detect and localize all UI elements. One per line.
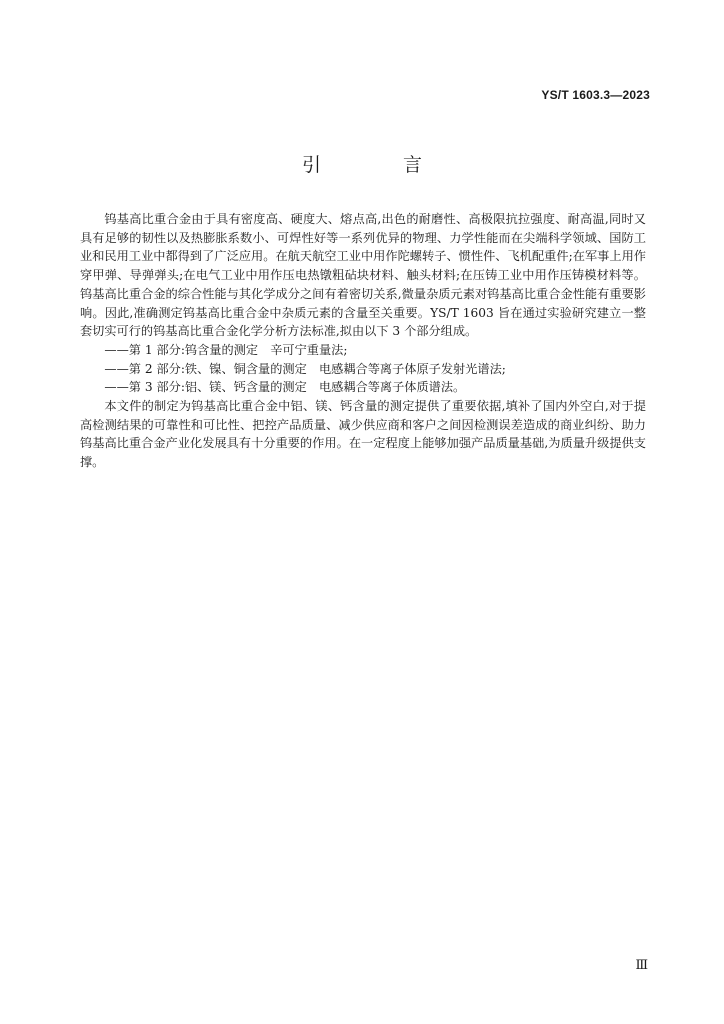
intro-paragraph-1: 钨基高比重合金由于具有密度高、硬度大、熔点高,出色的耐磨性、高极限抗拉强度、耐高温,同时又具有足够的韧性以及热膨胀系数小、可焊性好等一系列优异的物理、力学性能而在尖端科学领域、国防工业和民用工业中都得到了广泛应用。在航天航空工业中用作陀螺转子、惯性件、飞机配重件;在军事上用作穿甲弹、导弹弹头;在电气工业中用作压电热镦粗砧块材料、触头材料;在压铸工业中用作压铸模材料等。钨基高比重合金的综合性能与其化学成分之间有着密切关系,微量杂质元素对钨基高比重合金性能有重要影响。因此,准确测定钨基高比重合金中杂质元素的含量至关重要。YS/T 1603 旨在通过实验研究建立一整套切实可行的钨基高比重合金化学分析方法标准,拟由以下 3 个部分组成。: [80, 212, 646, 339]
part-3-method: 电感耦合等离子体质谱法。: [319, 380, 466, 395]
part-2-label: ——第 2 部分:铁、镍、铜含量的测定: [104, 361, 307, 376]
part-2-method: 电感耦合等离子体原子发射光谱法;: [319, 361, 506, 376]
part-3-label: ——第 3 部分:铝、镁、钙含量的测定: [104, 380, 307, 395]
page-number: Ⅲ: [635, 958, 648, 973]
intro-paragraph-2: 本文件的制定为钨基高比重合金中铝、镁、钙含量的测定提供了重要依据,填补了国内外空白,对于提高检测结果的可靠性和可比性、把控产品质量、减少供应商和客户之间因检测误差造成的商业纠纷、助力钨基高比重合金产业化发展具有十分重要的作用。在一定程度上能够加强产品质量基础,为质量升级提供支撑。: [80, 399, 646, 470]
introduction-body: [80, 210, 646, 472]
part-list-item-3: [80, 378, 646, 397]
page-title: 引 言: [301, 154, 461, 176]
part-1-method: 辛可宁重量法;: [270, 342, 348, 357]
part-1-label: ——第 1 部分:钨含量的测定: [104, 342, 259, 357]
document-code: YS/T 1603.3—2023: [541, 88, 650, 102]
part-list-item-1: [80, 341, 646, 360]
part-list-item-2: [80, 360, 646, 379]
